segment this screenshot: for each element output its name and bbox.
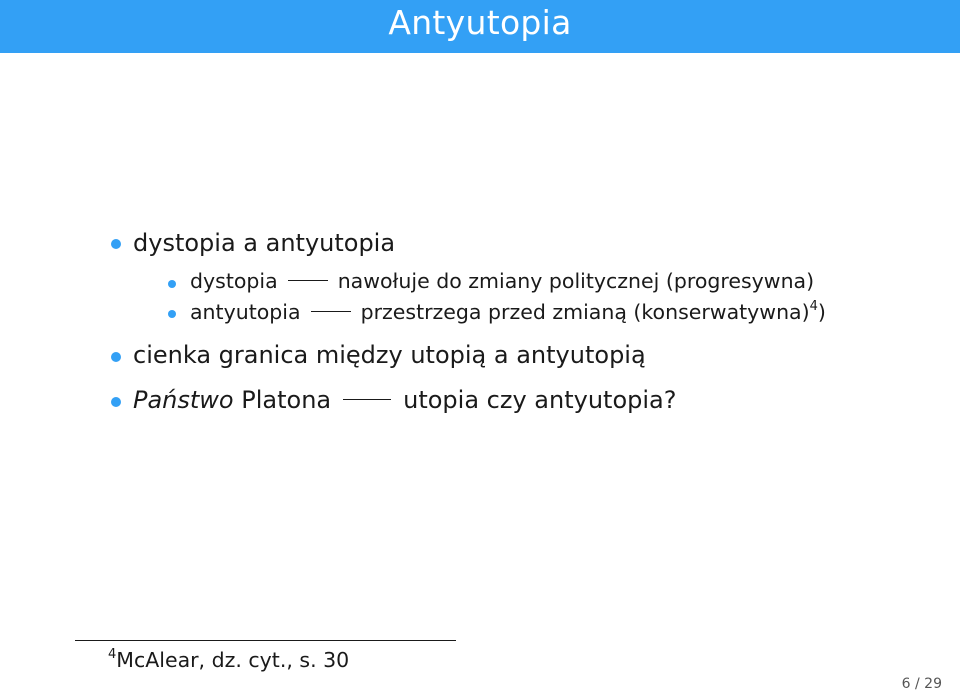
sub-bullet-desc: przestrzega przed zmianą (konserwatywna) [360,300,810,324]
page-number [902,676,942,692]
bullet-text: dystopia a antyutopia [133,229,396,257]
footnote-text: McAlear, dz. cyt., s. 30 [116,648,350,672]
page-current: 6 [901,676,911,692]
page-total: 29 [924,676,942,692]
footnote [108,648,349,672]
footnote-mark: 4 [108,647,117,662]
sub-bullet-term: antyutopia [190,300,301,324]
slide-header [0,0,960,53]
em-dash [288,280,328,281]
sub-bullet-marker [168,280,176,288]
bullet-marker [111,397,121,407]
bullet-marker [111,352,121,362]
sub-bullet-desc-tail: ) [817,300,826,324]
sub-bullet-marker [168,310,176,318]
footnote-rule [75,640,456,641]
bullet-text: Platona [233,386,332,414]
slide-title: Antyutopia [388,3,572,42]
footnote-reference[interactable]: 4 [809,299,818,314]
sub-bullet-item-1 [190,269,814,293]
sub-bullet-item-2 [190,300,826,324]
bullet-item-3 [133,386,676,414]
book-title: Państwo [133,386,234,414]
bullet-text: cienka granica między utopią a antyutopią [133,341,646,369]
bullet-item-1 [133,229,395,257]
bullet-desc: utopia czy antyutopia? [403,386,677,414]
em-dash [311,311,351,312]
bullet-marker [111,239,121,249]
em-dash [343,399,391,400]
sub-bullet-term: dystopia [190,269,278,293]
page-separator: / [910,676,925,692]
bullet-item-2 [133,341,646,369]
sub-bullet-desc: nawołuje do zmiany politycznej (progresywna) [337,269,815,293]
